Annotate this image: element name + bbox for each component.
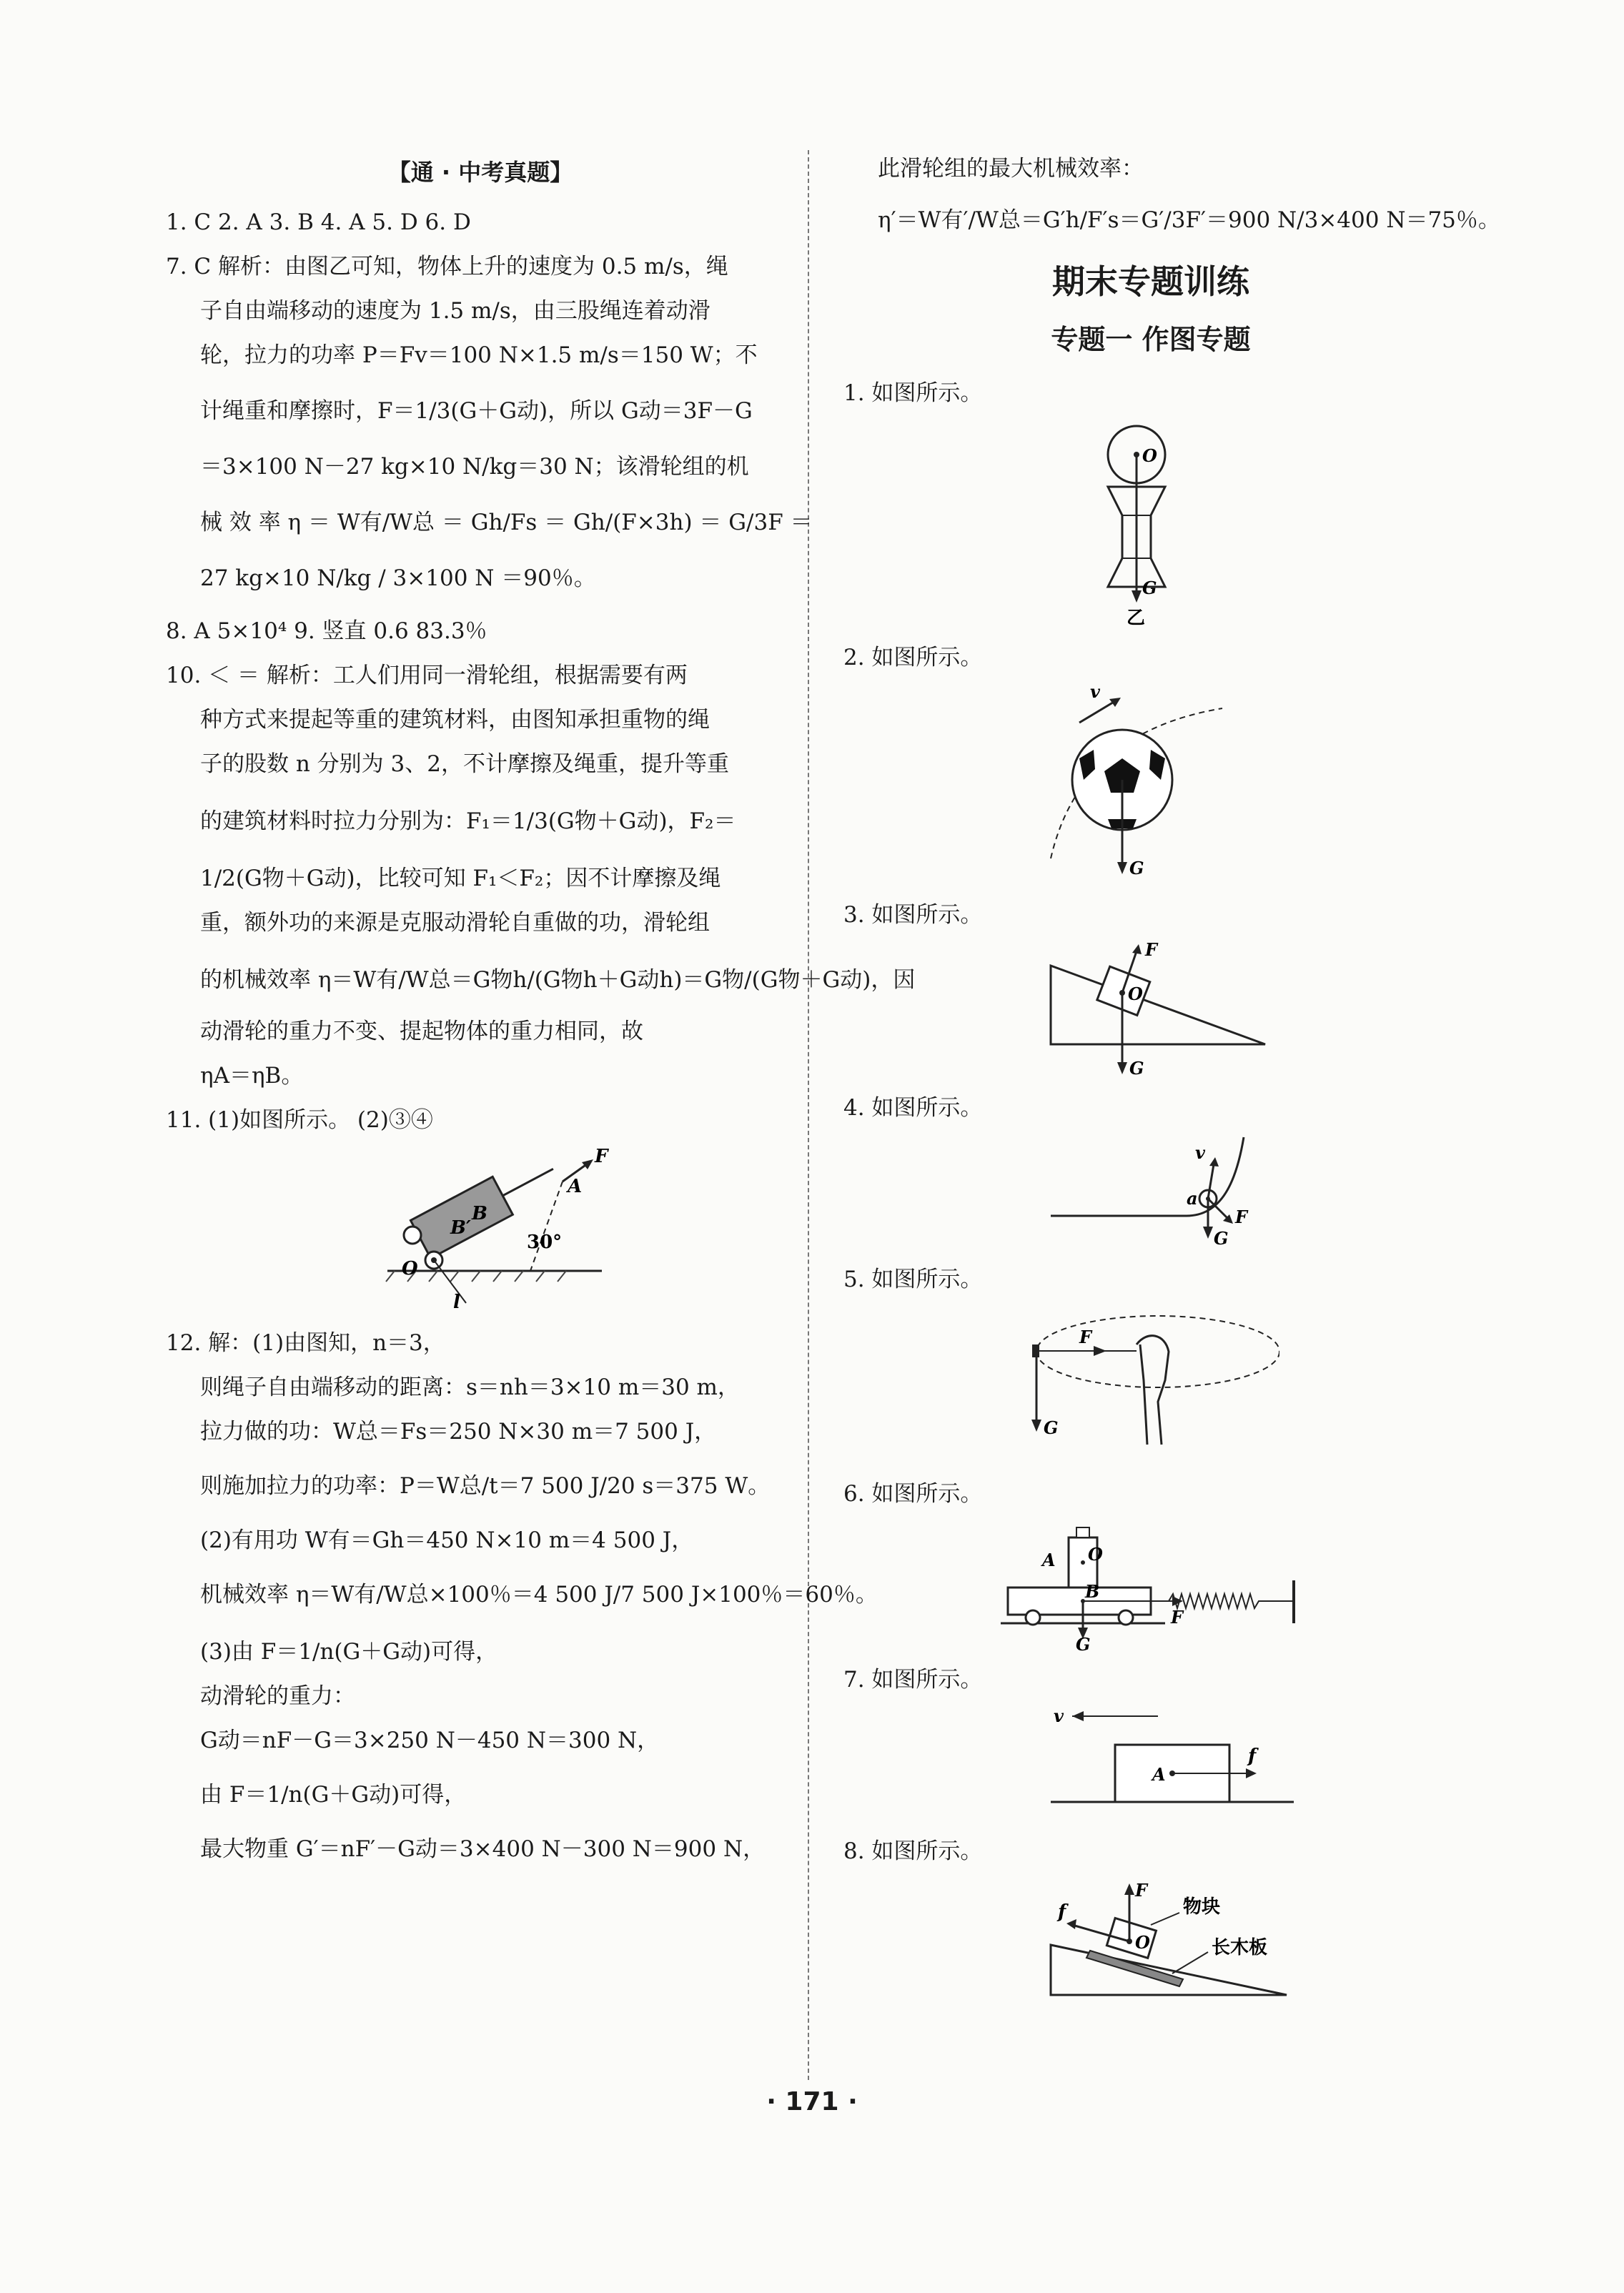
fig1-label-G: G	[1142, 578, 1157, 598]
question-7: 7. 如图所示。	[843, 1667, 983, 1693]
figure-11-lever-cart	[366, 1142, 666, 1314]
fig7-label-A: A	[1152, 1764, 1166, 1785]
right-column	[843, 147, 1500, 2016]
fig11-label-O: O	[402, 1258, 418, 1279]
fig11-label-F: F	[595, 1146, 608, 1167]
fig3-label-O: O	[1128, 984, 1143, 1004]
answer-line-23: 则施加拉力的功率：P＝W总/t＝7 500 J/20 s＝375 W。	[200, 1473, 771, 1499]
answer-line-1: 1. C 2. A 3. B 4. A 5. D 6. D	[166, 209, 471, 235]
page-number: · 171 ·	[766, 2087, 858, 2116]
fig1-label-yi: 乙	[1127, 608, 1146, 629]
fig6-label-O: O	[1088, 1544, 1103, 1565]
right-line-2: η′＝W有′/W总＝G′h/F′s＝G′/3F′＝900 N/3×400 N＝75％。	[878, 207, 1500, 233]
question-8: 8. 如图所示。	[843, 1838, 983, 1864]
question-2: 2. 如图所示。	[843, 645, 983, 670]
answer-line-14: 1/2(G物＋G动)，比较可知 F₁＜F₂；因不计摩擦及绳	[200, 866, 721, 891]
answer-line-10: 10. ＜ ＝ 解析：工人们用同一滑轮组，根据需要有两	[166, 663, 688, 688]
section-title: 【通 · 中考真题】	[387, 159, 573, 186]
fig11-label-B: B	[472, 1203, 487, 1224]
answer-line-30: 最大物重 G′＝nF′－G动＝3×400 N－300 N＝900 N，	[200, 1836, 766, 1862]
answer-line-29: 由 F＝1/n(G＋G动)可得，	[200, 1782, 467, 1808]
fig6-label-A: A	[1042, 1550, 1056, 1570]
fig2-label-v: v	[1090, 681, 1100, 702]
answer-line-25: 机械效率 η＝W有/W总×100％＝4 500 J/7 500 J×100％＝60％。	[200, 1582, 878, 1608]
answer-line-7: 械 效 率 η ＝ W有/W总 ＝ Gh/Fs ＝ Gh/(F×3h) ＝ G/3F ＝	[200, 510, 813, 535]
fig3-label-G: G	[1129, 1058, 1144, 1079]
question-3: 3. 如图所示。	[843, 902, 983, 928]
fig4-label-a: a	[1187, 1188, 1198, 1209]
fig4-label-v: v	[1195, 1142, 1205, 1163]
fig11-label-l: l	[453, 1292, 460, 1313]
question-1: 1. 如图所示。	[843, 380, 983, 406]
answer-line-22: 拉力做的功：W总＝Fs＝250 N×30 m＝7 500 J，	[200, 1419, 717, 1445]
answer-line-2: 7. C 解析：由图乙可知，物体上升的速度为 0.5 m/s，绳	[166, 254, 728, 279]
answer-line-19: 11. (1)如图所示。 (2)③④	[166, 1107, 433, 1133]
fig5-label-F: F	[1079, 1327, 1092, 1347]
fig7-label-f: f	[1248, 1745, 1257, 1767]
figure-5	[1022, 1302, 1279, 1466]
chapter-title: 期末专题训练	[1052, 262, 1249, 301]
question-6: 6. 如图所示。	[843, 1481, 983, 1507]
topic-title: 专题一 作图专题	[1051, 324, 1251, 355]
answer-line-26: (3)由 F＝1/n(G＋G动)可得，	[200, 1639, 498, 1665]
fig5-label-G: G	[1044, 1417, 1059, 1438]
fig6-label-G: G	[1076, 1634, 1091, 1652]
fig6-label-B: B	[1085, 1581, 1100, 1602]
answer-line-12: 子的股数 n 分别为 3、2，不计摩擦及绳重，提升等重	[200, 751, 729, 777]
answer-line-3: 子自由端移动的速度为 1.5 m/s，由三股绳连着动滑	[200, 298, 710, 324]
fig8-label-O: O	[1135, 1932, 1150, 1953]
fig4-label-F: F	[1235, 1207, 1248, 1227]
fig11-label-A: A	[568, 1176, 583, 1197]
fig3-label-F: F	[1145, 939, 1158, 960]
fig2-label-G: G	[1129, 858, 1144, 878]
answer-line-13: 的建筑材料时拉力分别为：F₁＝1/3(G物＋G动)，F₂＝	[200, 808, 736, 834]
figure-8	[1036, 1873, 1294, 2016]
answer-line-11: 种方式来提起等重的建筑材料，由图知承担重物的绳	[200, 707, 710, 733]
fig8-label-block: 物块	[1183, 1896, 1221, 1918]
column-divider	[808, 150, 809, 2080]
figure-4	[1036, 1130, 1265, 1252]
figure-2	[1008, 680, 1237, 887]
answer-line-27: 动滑轮的重力：	[200, 1683, 355, 1709]
answer-line-17: 动滑轮的重力不变、提起物体的重力相同，故	[200, 1019, 643, 1044]
figure-7	[1044, 1702, 1301, 1823]
question-5: 5. 如图所示。	[843, 1267, 983, 1292]
question-4: 4. 如图所示。	[843, 1095, 983, 1121]
fig11-label-Bp: B′	[450, 1217, 471, 1239]
answer-line-21: 则绳子自由端移动的距离：s＝nh＝3×10 m＝30 m，	[200, 1375, 740, 1400]
fig8-label-board: 长木板	[1212, 1937, 1268, 1958]
right-line-1: 此滑轮组的最大机械效率：	[878, 156, 1144, 182]
answer-line-8: 27 kg×10 N/kg / 3×100 N ＝90％。	[200, 565, 596, 591]
figure-3	[1029, 937, 1272, 1080]
answer-line-4: 轮，拉力的功率 P＝Fv＝100 N×1.5 m/s＝150 W；不	[200, 342, 758, 368]
figure-1	[1065, 415, 1208, 630]
answer-line-9: 8. A 5×10⁴ 9. 竖直 0.6 83.3％	[166, 618, 487, 644]
answer-line-28: G动＝nF－G＝3×250 N－450 N＝300 N，	[200, 1728, 660, 1753]
fig6-label-F: F	[1171, 1607, 1184, 1628]
figure-6	[994, 1516, 1322, 1652]
fig8-label-f: f	[1058, 1901, 1066, 1923]
fig11-label-angle: 30°	[527, 1232, 563, 1253]
answer-line-5: 计绳重和摩擦时，F＝1/3(G＋G动)，所以 G动＝3F－G	[200, 398, 753, 424]
answer-line-15: 重，额外功的来源是克服动滑轮自重做的功，滑轮组	[200, 910, 710, 936]
fig7-label-v: v	[1054, 1705, 1064, 1726]
answer-line-16: 的机械效率 η＝W有/W总＝G物h/(G物h＋G动h)＝G物/(G物＋G动)，因	[200, 967, 916, 993]
answer-line-18: ηA＝ηB。	[200, 1063, 304, 1089]
fig8-label-F: F	[1135, 1880, 1148, 1901]
answer-line-6: ＝3×100 N－27 kg×10 N/kg＝30 N；该滑轮组的机	[200, 454, 749, 480]
fig4-label-G: G	[1214, 1228, 1229, 1249]
fig1-label-O: O	[1142, 445, 1157, 466]
answer-line-24: (2)有用功 W有＝Gh＝450 N×10 m＝4 500 J，	[200, 1527, 694, 1553]
answer-line-20: 12. 解：(1)由图知，n＝3，	[166, 1330, 445, 1356]
